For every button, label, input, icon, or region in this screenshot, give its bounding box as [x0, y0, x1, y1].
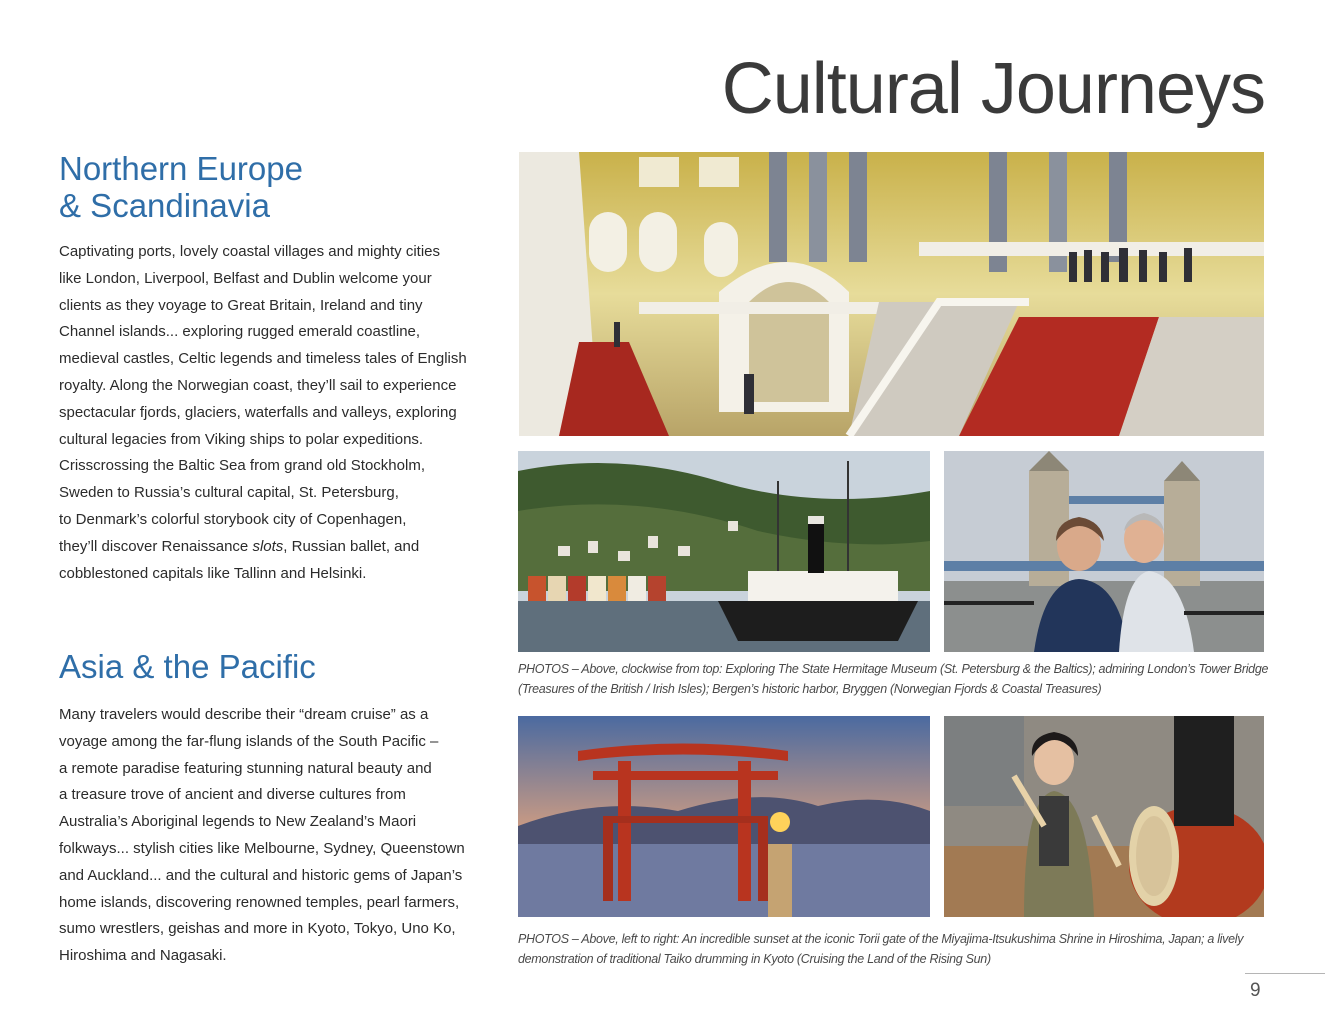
- caption-line: PHOTOS – Above, clockwise from top: Exploring The State Hermitage Museum (St. Petersburg & the Baltics); admiring London’s Tower Bridge: [518, 662, 1269, 676]
- section-heading-asia-pacific: Asia & the Pacific: [59, 648, 316, 685]
- body-line: and Auckland... and the cultural and historic gems of Japan’s: [59, 866, 463, 884]
- body-line: to Denmark’s colorful storybook city of Copenhagen,: [59, 510, 407, 528]
- body-line: a remote paradise featuring stunning natural beauty and: [59, 759, 432, 777]
- caption-line: demonstration of traditional Taiko drumming in Kyoto (Cruising the Land of the Rising Sun): [518, 952, 991, 966]
- taiko-illustration: [944, 716, 1264, 917]
- hermitage-illustration: [519, 152, 1264, 436]
- page-number-rule: [1245, 973, 1325, 974]
- section-heading-northern-europe: [59, 150, 303, 224]
- photo-torii-gate: [518, 716, 930, 917]
- body-line: [59, 534, 499, 561]
- photo-caption-europe: [518, 659, 1278, 699]
- body-line: cobblestoned capitals like Tallinn and Helsinki.: [59, 564, 367, 582]
- body-text-segment: , Russian ballet, and: [283, 537, 420, 555]
- photo-taiko-drumming: [944, 716, 1264, 917]
- photo-caption-asia: [518, 929, 1278, 969]
- body-line: Hiroshima and Nagasaki.: [59, 947, 227, 965]
- photo-tower-bridge: [944, 451, 1264, 652]
- body-line: Crisscrossing the Baltic Sea from grand old Stockholm,: [59, 457, 425, 475]
- heading-line-1: Northern Europe: [59, 150, 303, 187]
- body-line: folkways... stylish cities like Melbourne, Sydney, Queenstown: [59, 839, 465, 857]
- body-line: Channel islands... exploring rugged emerald coastline,: [59, 323, 421, 341]
- italic-word-slots: slots: [252, 537, 284, 555]
- heading-line-2: & Scandinavia: [59, 187, 270, 224]
- photo-hermitage-museum: [519, 152, 1264, 436]
- body-line: spectacular fjords, glaciers, waterfalls and valleys, exploring: [59, 403, 457, 421]
- bergen-illustration: [518, 451, 930, 652]
- body-line: Sweden to Russia’s cultural capital, St. Petersburg,: [59, 484, 399, 502]
- body-line: Many travelers would describe their “dream cruise” as a: [59, 706, 429, 723]
- body-line: a treasure trove of ancient and diverse cultures from: [59, 786, 406, 804]
- asia-pacific-body: [59, 702, 499, 970]
- body-text-segment: they’ll discover Renaissance: [59, 537, 253, 555]
- caption-line: PHOTOS – Above, left to right: An incredible sunset at the iconic Torii gate of the Miyajima-Itsukushima Shrine in Hiroshima, Japan; a lively: [518, 932, 1244, 946]
- body-line: Australia’s Aboriginal legends to New Zealand’s Maori: [59, 813, 417, 831]
- page-number: 9: [1250, 980, 1261, 1001]
- body-line: medieval castles, Celtic legends and timeless tales of English: [59, 350, 467, 368]
- photo-bergen-harbor: [518, 451, 930, 652]
- caption-line: (Treasures of the British / Irish Isles); Bergen’s historic harbor, Bryggen (Norwegian Fjords & Coastal Treasures): [518, 682, 1102, 696]
- northern-europe-body: [59, 239, 499, 587]
- body-line: cultural legacies from Viking ships to polar expeditions.: [59, 430, 424, 448]
- body-line: Captivating ports, lovely coastal villages and mighty cities: [59, 243, 441, 260]
- body-line: home islands, discovering renowned temples, pearl farmers,: [59, 893, 460, 911]
- body-line: royalty. Along the Norwegian coast, they’ll sail to experience: [59, 376, 457, 394]
- page-title: Cultural Journeys: [721, 49, 1265, 129]
- body-line: voyage among the far-flung islands of the South Pacific –: [59, 732, 439, 750]
- body-line: sumo wrestlers, geishas and more in Kyoto, Tokyo, Uno Ko,: [59, 920, 456, 938]
- tower-bridge-illustration: [944, 451, 1264, 652]
- body-line: like London, Liverpool, Belfast and Dublin welcome your: [59, 269, 432, 287]
- torii-illustration: [518, 716, 930, 917]
- body-line: clients as they voyage to Great Britain, Ireland and tiny: [59, 296, 423, 314]
